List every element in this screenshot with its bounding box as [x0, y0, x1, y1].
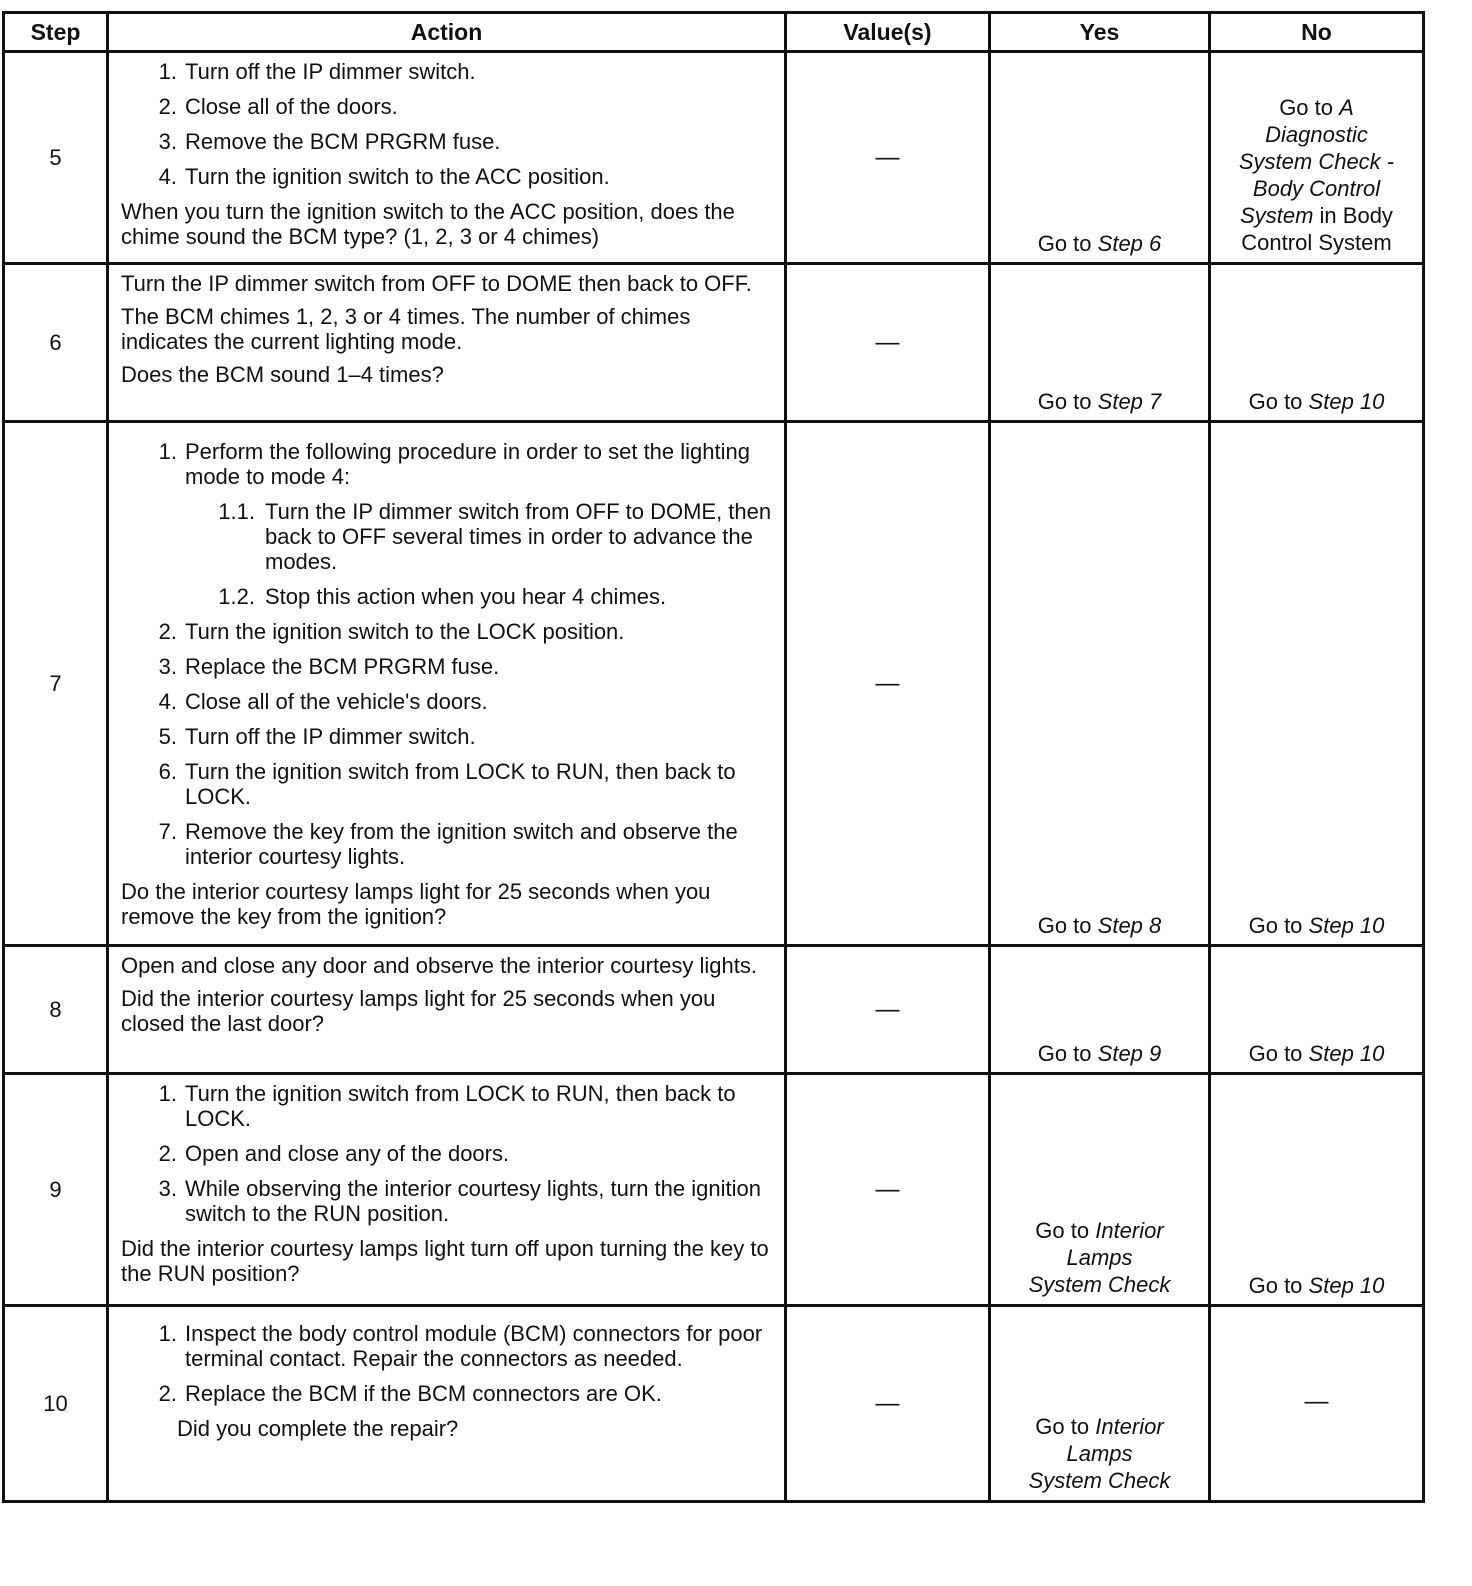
list-item: 2. Replace the BCM if the BCM connectors are OK. [158, 1381, 662, 1406]
yes-cell [990, 1074, 1210, 1306]
step-number: 7 [4, 422, 108, 946]
yes-link[interactable]: Go to Interior Lamps System Check [1028, 1414, 1171, 1493]
no-cell: — [1210, 1306, 1424, 1502]
list-item: 1. Perform the following procedure in order to set the lighting mode to mode 4: [158, 439, 750, 489]
value-cell: — [786, 1074, 990, 1306]
action-cell [108, 422, 786, 946]
yes-cell [990, 946, 1210, 1074]
yes-link[interactable]: Go to Step 7 [1037, 389, 1162, 414]
header-yes: Yes [990, 13, 1210, 52]
question-text: Does the BCM sound 1–4 times? [121, 362, 444, 387]
no-link[interactable]: Go to Step 10 [1248, 389, 1385, 414]
no-link[interactable]: Go to Step 10 [1248, 1273, 1385, 1298]
action-cell [108, 946, 786, 1074]
action-text: Open and close any door and observe the interior courtesy lights. [121, 953, 757, 978]
value-cell: — [786, 52, 990, 264]
list-item: 1. Inspect the body control module (BCM) connectors for poor terminal contact. Repair the connectors as needed. [158, 1321, 763, 1371]
value-cell: — [786, 264, 990, 422]
header-values: Value(s) [786, 13, 990, 52]
no-cell [1210, 1074, 1424, 1306]
list-item: 3. Replace the BCM PRGRM fuse. [158, 654, 500, 679]
no-cell [1210, 52, 1424, 264]
value-cell: — [786, 422, 990, 946]
table-row-step-7 [4, 422, 1424, 946]
header-step: Step [4, 13, 108, 52]
sub-list-item: 1.2. Stop this action when you hear 4 chimes. [218, 584, 667, 609]
sub-list-item: 1.1. Turn the IP dimmer switch from OFF to DOME, then back to OFF several times in order to advance the modes. [218, 499, 772, 574]
step-number: 5 [4, 52, 108, 264]
action-cell [108, 1074, 786, 1306]
yes-cell [990, 264, 1210, 422]
no-cell [1210, 946, 1424, 1074]
list-item: 6. Turn the ignition switch from LOCK to RUN, then back to LOCK. [158, 759, 736, 809]
question-text: Do the interior courtesy lamps light for 25 seconds when you remove the key from the ignition? [121, 879, 711, 929]
action-text: Turn the IP dimmer switch from OFF to DOME then back to OFF. [121, 271, 752, 296]
list-item: 1. Turn the ignition switch from LOCK to RUN, then back to LOCK. [158, 1081, 736, 1131]
list-item: 7. Remove the key from the ignition switch and observe the interior courtesy lights. [158, 819, 738, 869]
list-item: 4. Turn the ignition switch to the ACC position. [158, 164, 610, 189]
yes-cell [990, 52, 1210, 264]
question-text: Did the interior courtesy lamps light for 25 seconds when you closed the last door? [121, 986, 716, 1036]
list-item: 2. Close all of the doors. [158, 94, 398, 119]
table-row-step-10 [4, 1306, 1424, 1502]
table-row-step-6 [4, 264, 1424, 422]
value-cell: — [786, 1306, 990, 1502]
list-item: 3. Remove the BCM PRGRM fuse. [158, 129, 501, 154]
no-cell [1210, 264, 1424, 422]
question-text: Did you complete the repair? [177, 1416, 459, 1441]
action-text: The BCM chimes 1, 2, 3 or 4 times. The number of chimes indicates the current lighting mode. [121, 304, 691, 354]
yes-link[interactable]: Go to Interior Lamps System Check [1028, 1218, 1171, 1297]
question-text: When you turn the ignition switch to the ACC position, does the chime sound the BCM type? (1, 2, 3 or 4 chimes) [121, 199, 735, 249]
header-action: Action [108, 13, 786, 52]
list-item: 2. Open and close any of the doors. [158, 1141, 510, 1166]
action-cell [108, 1306, 786, 1502]
table-row-step-5 [4, 52, 1424, 264]
step-number: 8 [4, 946, 108, 1074]
value-cell: — [786, 946, 990, 1074]
list-item: 4. Close all of the vehicle's doors. [158, 689, 488, 714]
list-item: 5. Turn off the IP dimmer switch. [158, 724, 476, 749]
step-number: 10 [4, 1306, 108, 1502]
no-link[interactable]: Go to A Diagnostic System Check - Body Control System in Body Control System [1238, 95, 1395, 255]
step-number: 9 [4, 1074, 108, 1306]
yes-cell [990, 422, 1210, 946]
list-item: 2. Turn the ignition switch to the LOCK position. [158, 619, 625, 644]
yes-link[interactable]: Go to Step 9 [1037, 1041, 1162, 1066]
step-number: 6 [4, 264, 108, 422]
list-item: 1. Turn off the IP dimmer switch. [158, 59, 476, 84]
yes-cell [990, 1306, 1210, 1502]
yes-link[interactable]: Go to Step 8 [1037, 913, 1162, 938]
no-link[interactable]: Go to Step 10 [1248, 913, 1385, 938]
header-no: No [1210, 13, 1424, 52]
list-item: 3. While observing the interior courtesy lights, turn the ignition switch to the RUN position. [158, 1176, 761, 1226]
no-cell [1210, 422, 1424, 946]
question-text: Did the interior courtesy lamps light turn off upon turning the key to the RUN position? [121, 1236, 769, 1286]
yes-link[interactable]: Go to Step 6 [1037, 231, 1162, 256]
no-link[interactable]: Go to Step 10 [1248, 1041, 1385, 1066]
table-row-step-9 [4, 1074, 1424, 1306]
header-row [4, 13, 1424, 52]
action-cell [108, 264, 786, 422]
action-cell [108, 52, 786, 264]
table-row-step-8 [4, 946, 1424, 1074]
diagnostic-table-sheet [2, 11, 1422, 1501]
diagnostic-table [2, 11, 1425, 1503]
